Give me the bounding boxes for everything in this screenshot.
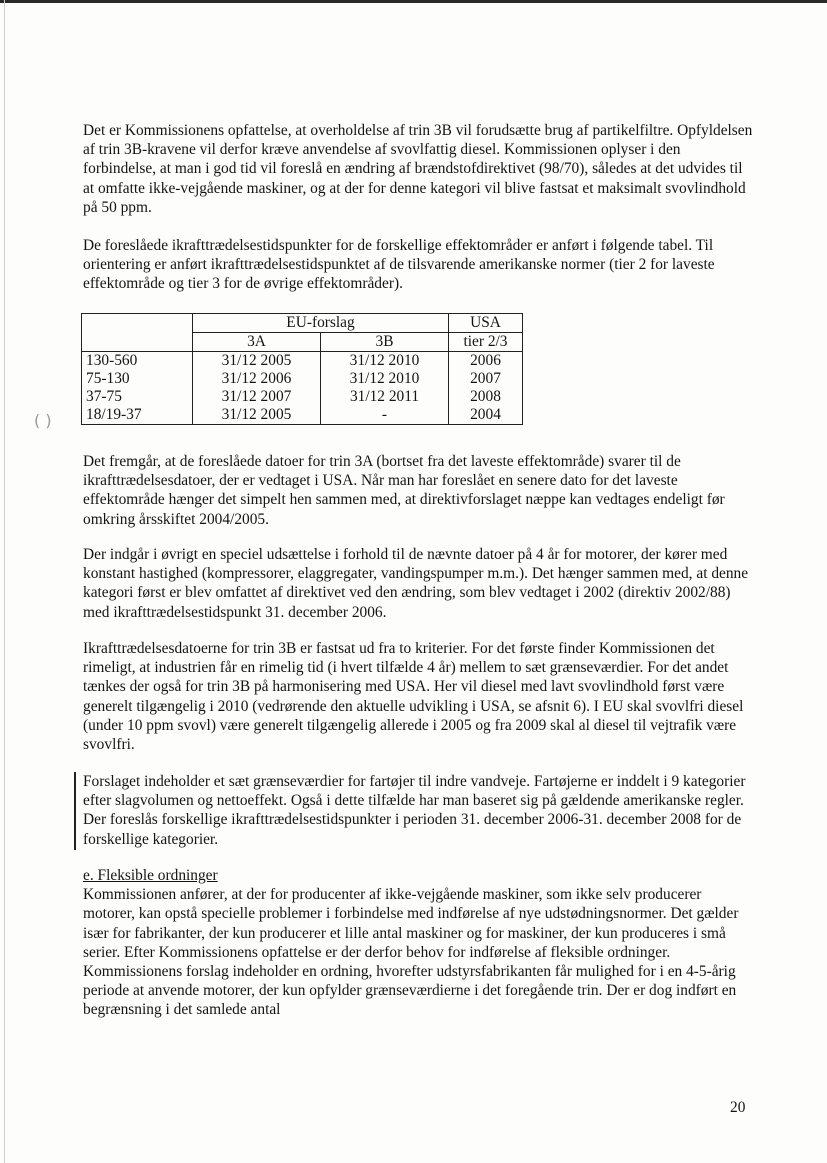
revision-bar: [74, 772, 76, 850]
table-corner-cell: [82, 314, 193, 333]
paragraph-3a-dates: Det fremgår, at de foreslåede datoer for trin 3A (bortset fra det laveste effektområde) svarer til de ikrafttrædelsesdatoer, der er vedtaget i USA. Når man har foreslået en senere dato for det laveste effektområde hænger det simpelt hen sammen med, at direktivforslaget næppe kan vedtages endeligt før omkring årsskiftet 2004/2005.: [83, 453, 725, 528]
section-heading: e. Fleksible ordninger: [83, 867, 218, 884]
table-row: 130-560 31/12 2005 31/12 2010 2006: [82, 352, 523, 371]
scan-left-edge: [4, 0, 5, 1163]
table-group-eu: EU-forslag: [193, 314, 449, 333]
paragraph-3b-criteria: Ikrafttrædelsesdatoerne for trin 3B er fastsat ud fra to kriterier. For det første finder Kommissionen det rimeligt, at industrien får en rimelig tid (i hvert tilfælde 4 år) mellem to sæt grænseværdier. For det andet tænkes der også for trin 3B på harmonisering med USA. Her vil diesel med lavt svovlindhold først være generelt tilgængelig i 2010 (vedrørende den aktuelle udvikling i USA, se afsnit 6). I EU skal svovlfri diesel (under 10 ppm svovl) være generelt tilgængelig allerede i 2005 og fra 2009 skal al diesel til vejtrafik være svovlfri.: [83, 640, 744, 754]
table-subheader-row: [82, 333, 523, 352]
paragraph-dates-intro: De foreslåede ikrafttrædelsestidspunkter for de forskellige effektområder er anført i følgende tabel. Til orientering er anført ikrafttrædelsestidspunktet af de tilsvarende amerikanske normer (tier 2 for laveste effektområde og tier 3 for de øvrige effektområder).: [83, 237, 715, 293]
effective-dates-table: [81, 313, 523, 425]
section-body: Kommissionen anfører, at der for producenter af ikke-vejgående maskiner, som ikke selv producerer motorer, kan opstå specielle problemer i forbindelse med indførelse af nye udstødningsnormer. Det gælder især for fabrikanter, der kun producerer et lille antal maskiner og for maskiner, der kun produceres i små serier. Efter Kommissionens opfattelse er der derfor behov for indførelse af fleksible ordninger. Kommissionens forslag indeholder en ordning, hvorefter udstyrsfabrikanten får mulighed for i en 4-5-årig periode at anvende motorer, der kun opfylder grænseværdierne i det foregående trin. Der er dog indført en begrænsning i det samlede antal: [83, 886, 739, 1019]
paragraph-particle-filters: Det er Kommissionens opfattelse, at overholdelse af trin 3B vil forudsætte brug af partikelfiltre. Opfyldelsen af trin 3B-kravene vil derfor kræve anvendelse af svovlfattig diesel. Kommissionen oplyser i den forbindelse, at man i god tid vil foreslå en ændring af brændstofdirektivet (98/70), således at det udvides til at omfatte ikke-vejgående maskiner, og at der for denne kategori vil blive fastsat et maksimalt svovlindhold på 50 ppm.: [83, 122, 753, 216]
page-number: 20: [730, 1099, 746, 1116]
table-col-3a: 3A: [193, 333, 321, 352]
paragraph-inland-vessels: Forslaget indeholder et sæt grænseværdier for fartøjer til indre vandveje. Fartøjerne er inddelt i 9 kategorier efter slagvolumen og nettoeffekt. Også i dette tilfælde har man baseret sig på gældende amerikanske regler. Der foreslås forskellige ikrafttrædelsestidspunkter i perioden 31. december 2006-31. december 2008 for de forskellige kategorier.: [83, 773, 746, 848]
table-col-tier: tier 2/3: [449, 333, 523, 352]
table-col-3b: 3B: [321, 333, 449, 352]
section-flexible-schemes: [83, 866, 755, 1020]
table-group-usa: USA: [449, 314, 523, 333]
paragraph-constant-speed: Der indgår i øvrigt en speciel udsættelse i forhold til de nævnte datoer på 4 år for motorer, der kører med konstant hastighed (kompressorer, elaggregater, vandingspumper m.m.). Det hænger sammen med, at denne kategori først er blev omfattet af direktivet ved den ændring, som blev vedtaget i 2002 (direktiv 2002/88) med ikrafttrædelsestidspunkt 31. december 2006.: [83, 546, 749, 621]
punch-hole-mark: ( ): [34, 411, 52, 430]
scan-top-edge: [0, 0, 827, 3]
table-row: 18/19-37 31/12 2005 - 2004: [82, 406, 523, 425]
table-header-row: [82, 314, 523, 333]
table-row: 75-130 31/12 2006 31/12 2010 2007: [82, 370, 523, 388]
table-row: 37-75 31/12 2007 31/12 2011 2008: [82, 388, 523, 406]
